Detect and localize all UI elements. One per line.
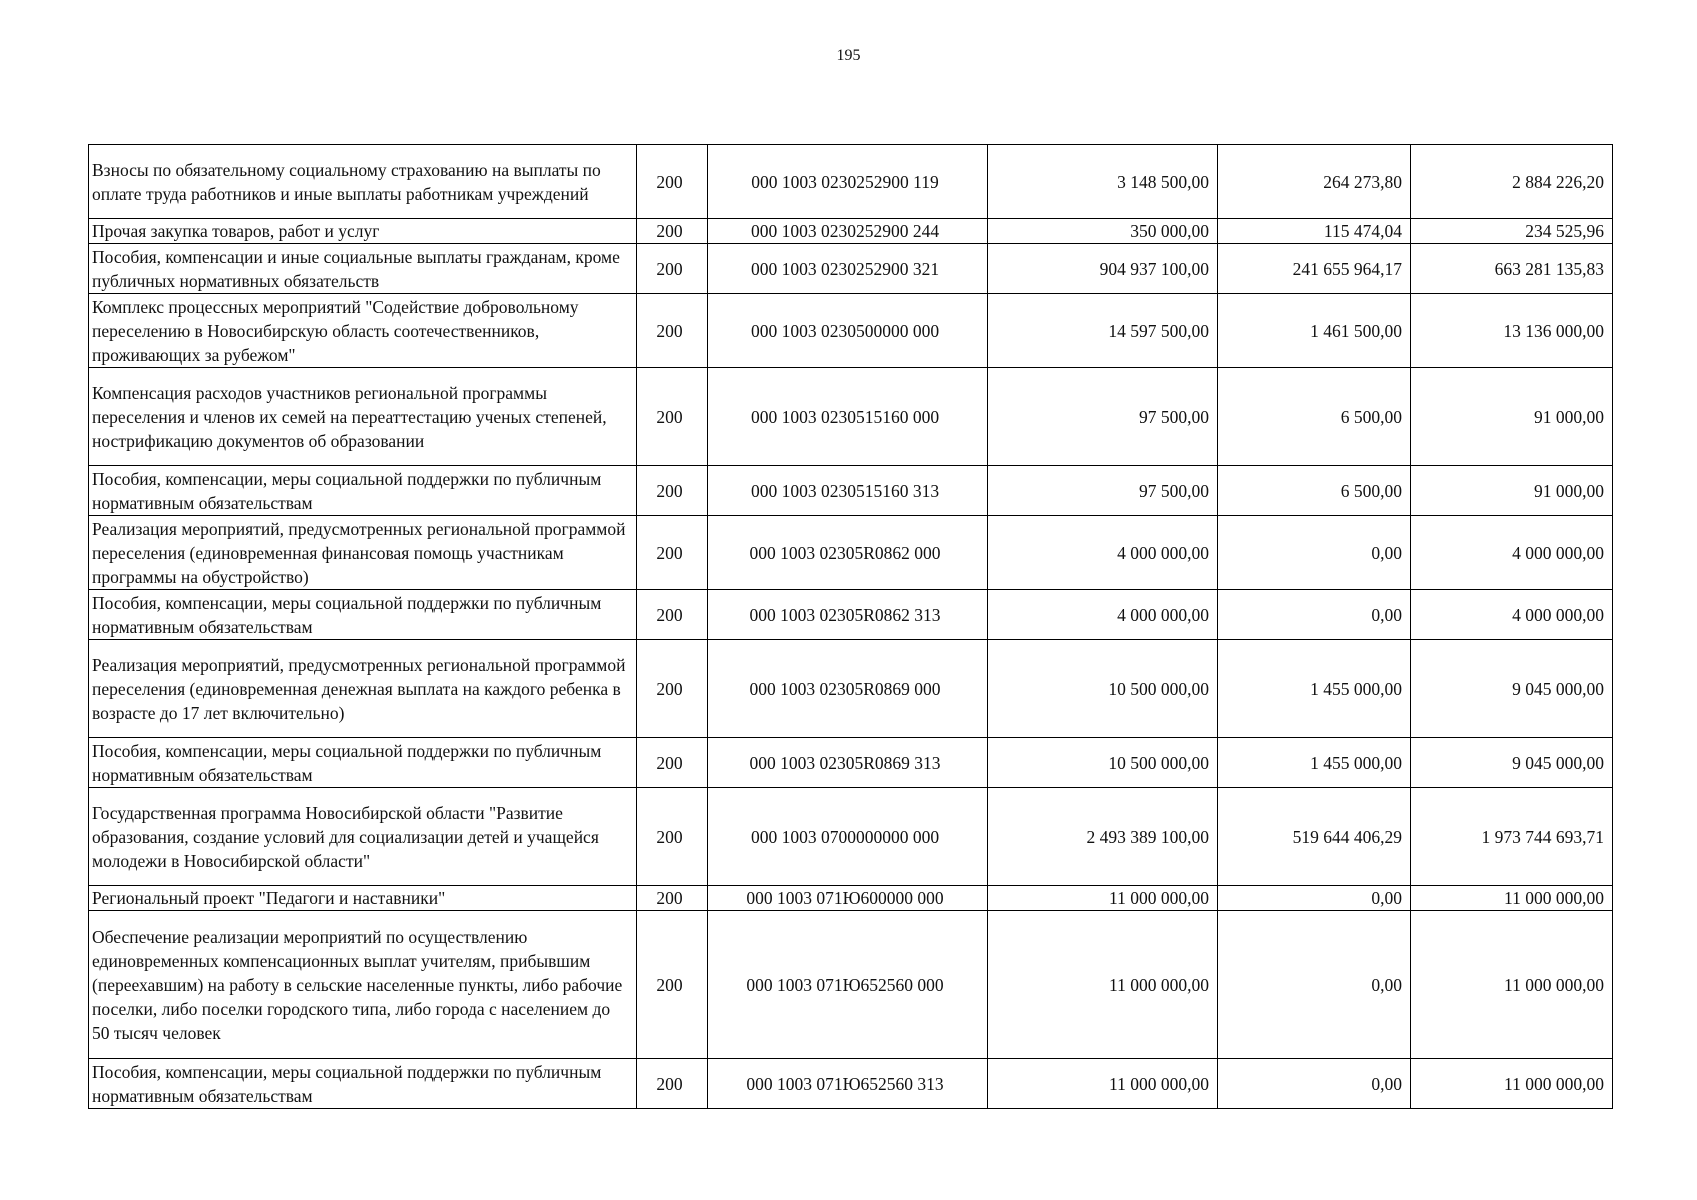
approved-amount-cell: 11 000 000,00 [988,911,1218,1059]
unexecuted-amount-cell: 91 000,00 [1411,466,1613,516]
executed-amount-cell: 0,00 [1218,886,1411,911]
expense-name-cell: Взносы по обязательному социальному страхованию на выплаты по оплате труда работников и иные выплаты работникам учреждений [89,145,637,219]
classification-code-cell: 000 1003 071Ю652560 000 [708,911,988,1059]
classification-code-cell: 000 1003 02305R0862 000 [708,516,988,590]
line-code-cell: 200 [637,219,708,244]
unexecuted-amount-cell: 11 000 000,00 [1411,1059,1613,1109]
executed-amount-cell: 0,00 [1218,516,1411,590]
executed-amount-cell: 115 474,04 [1218,219,1411,244]
table-row [89,1059,1613,1109]
approved-amount-cell: 350 000,00 [988,219,1218,244]
unexecuted-amount-cell: 4 000 000,00 [1411,590,1613,640]
expense-name-cell: Пособия, компенсации, меры социальной поддержки по публичным нормативным обязательствам [89,466,637,516]
table-row [89,886,1613,911]
line-code-cell: 200 [637,294,708,368]
table-row [89,219,1613,244]
executed-amount-cell: 519 644 406,29 [1218,788,1411,886]
expense-name-cell: Реализация мероприятий, предусмотренных региональной программой переселения (единовременная финансовая помощь участникам программы на обустройство) [89,516,637,590]
unexecuted-amount-cell: 663 281 135,83 [1411,244,1613,294]
approved-amount-cell: 904 937 100,00 [988,244,1218,294]
classification-code-cell: 000 1003 0230500000 000 [708,294,988,368]
table-row [89,145,1613,219]
classification-code-cell: 000 1003 0230515160 313 [708,466,988,516]
line-code-cell: 200 [637,1059,708,1109]
table-row [89,640,1613,738]
expense-name-cell: Пособия, компенсации и иные социальные выплаты гражданам, кроме публичных нормативных обязательств [89,244,637,294]
unexecuted-amount-cell: 2 884 226,20 [1411,145,1613,219]
approved-amount-cell: 10 500 000,00 [988,640,1218,738]
unexecuted-amount-cell: 234 525,96 [1411,219,1613,244]
classification-code-cell: 000 1003 0230252900 244 [708,219,988,244]
classification-code-cell: 000 1003 02305R0869 000 [708,640,988,738]
approved-amount-cell: 3 148 500,00 [988,145,1218,219]
executed-amount-cell: 1 455 000,00 [1218,738,1411,788]
approved-amount-cell: 4 000 000,00 [988,516,1218,590]
table-row [89,788,1613,886]
table-row [89,516,1613,590]
approved-amount-cell: 14 597 500,00 [988,294,1218,368]
expense-name-cell: Прочая закупка товаров, работ и услуг [89,219,637,244]
approved-amount-cell: 2 493 389 100,00 [988,788,1218,886]
unexecuted-amount-cell: 11 000 000,00 [1411,886,1613,911]
executed-amount-cell: 264 273,80 [1218,145,1411,219]
unexecuted-amount-cell: 13 136 000,00 [1411,294,1613,368]
classification-code-cell: 000 1003 071Ю652560 313 [708,1059,988,1109]
table-row [89,368,1613,466]
classification-code-cell: 000 1003 02305R0869 313 [708,738,988,788]
line-code-cell: 200 [637,738,708,788]
expense-name-cell: Пособия, компенсации, меры социальной поддержки по публичным нормативным обязательствам [89,738,637,788]
table-row [89,911,1613,1059]
line-code-cell: 200 [637,788,708,886]
expense-name-cell: Обеспечение реализации мероприятий по осуществлению единовременных компенсационных выплат учителям, прибывшим (переехавшим) на работу в сельские населенные пункты, либо рабочие поселки, либо поселки городского типа, либо города с населением до 50 тысяч человек [89,911,637,1059]
line-code-cell: 200 [637,886,708,911]
approved-amount-cell: 97 500,00 [988,368,1218,466]
line-code-cell: 200 [637,145,708,219]
expense-name-cell: Компенсация расходов участников региональной программы переселения и членов их семей на переаттестацию ученых степеней, нострификацию документов об образовании [89,368,637,466]
executed-amount-cell: 0,00 [1218,590,1411,640]
expense-name-cell: Комплекс процессных мероприятий "Содействие добровольному переселению в Новосибирскую область соотечественников, проживающих за рубежом" [89,294,637,368]
executed-amount-cell: 6 500,00 [1218,368,1411,466]
unexecuted-amount-cell: 9 045 000,00 [1411,640,1613,738]
line-code-cell: 200 [637,590,708,640]
page-number: 195 [836,47,861,64]
classification-code-cell: 000 1003 02305R0862 313 [708,590,988,640]
unexecuted-amount-cell: 11 000 000,00 [1411,911,1613,1059]
expense-name-cell: Пособия, компенсации, меры социальной поддержки по публичным нормативным обязательствам [89,590,637,640]
budget-execution-table [88,144,1613,1109]
table-row [89,738,1613,788]
unexecuted-amount-cell: 91 000,00 [1411,368,1613,466]
table-row [89,244,1613,294]
approved-amount-cell: 11 000 000,00 [988,886,1218,911]
line-code-cell: 200 [637,466,708,516]
unexecuted-amount-cell: 1 973 744 693,71 [1411,788,1613,886]
classification-code-cell: 000 1003 071Ю600000 000 [708,886,988,911]
expense-name-cell: Реализация мероприятий, предусмотренных региональной программой переселения (единовременная денежная выплата на каждого ребенка в возрасте до 17 лет включительно) [89,640,637,738]
line-code-cell: 200 [637,911,708,1059]
expense-name-cell: Региональный проект "Педагоги и наставники" [89,886,637,911]
executed-amount-cell: 1 455 000,00 [1218,640,1411,738]
expense-name-cell: Государственная программа Новосибирской области "Развитие образования, создание условий для социализации детей и учащейся молодежи в Новосибирской области" [89,788,637,886]
approved-amount-cell: 10 500 000,00 [988,738,1218,788]
classification-code-cell: 000 1003 0230252900 321 [708,244,988,294]
table-row [89,294,1613,368]
line-code-cell: 200 [637,516,708,590]
executed-amount-cell: 241 655 964,17 [1218,244,1411,294]
executed-amount-cell: 1 461 500,00 [1218,294,1411,368]
line-code-cell: 200 [637,640,708,738]
table-row [89,466,1613,516]
classification-code-cell: 000 1003 0700000000 000 [708,788,988,886]
line-code-cell: 200 [637,368,708,466]
unexecuted-amount-cell: 4 000 000,00 [1411,516,1613,590]
line-code-cell: 200 [637,244,708,294]
approved-amount-cell: 97 500,00 [988,466,1218,516]
table-row [89,590,1613,640]
executed-amount-cell: 0,00 [1218,911,1411,1059]
executed-amount-cell: 0,00 [1218,1059,1411,1109]
unexecuted-amount-cell: 9 045 000,00 [1411,738,1613,788]
expense-name-cell: Пособия, компенсации, меры социальной поддержки по публичным нормативным обязательствам [89,1059,637,1109]
approved-amount-cell: 4 000 000,00 [988,590,1218,640]
approved-amount-cell: 11 000 000,00 [988,1059,1218,1109]
classification-code-cell: 000 1003 0230515160 000 [708,368,988,466]
classification-code-cell: 000 1003 0230252900 119 [708,145,988,219]
executed-amount-cell: 6 500,00 [1218,466,1411,516]
